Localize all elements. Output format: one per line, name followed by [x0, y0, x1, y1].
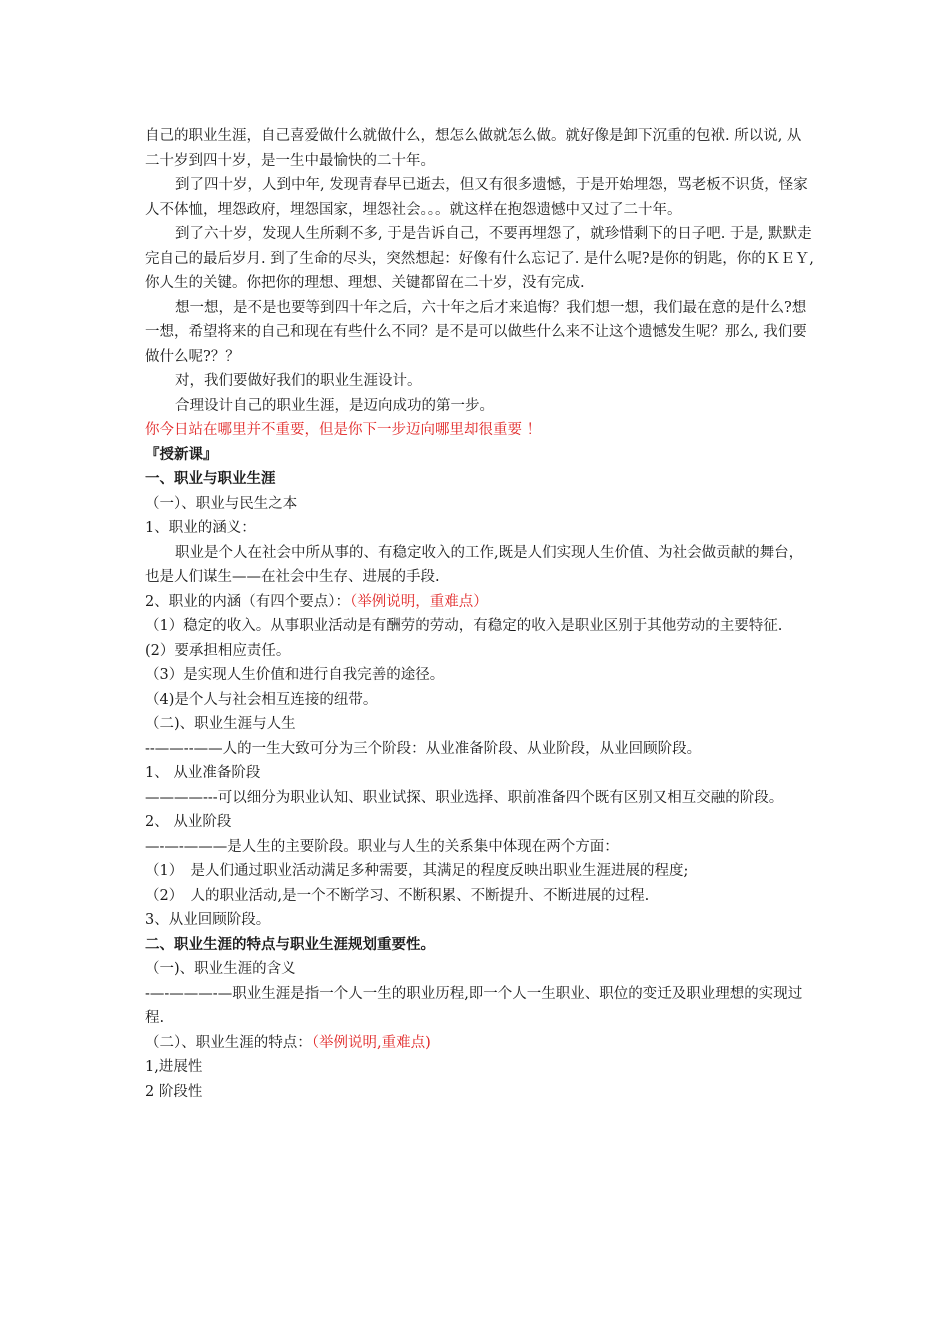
point-link-society: （4)是个人与社会相互连接的纽带。: [145, 691, 378, 708]
paragraph-career-design: 对，我们要做好我们的职业生涯设计。: [175, 373, 422, 389]
subheading-features: [145, 1031, 815, 1056]
stage-review-title: 3、从业回顾阶段。: [145, 912, 271, 928]
heading-career-and-career-life: 一、职业与职业生涯: [145, 470, 276, 487]
stage-employment-desc: —-—-———是人生的主要阶段。职业与人生的关系集中体现在两个方面：: [145, 838, 619, 855]
stage-preparation-desc: ————---可以细分为职业认知、职业试探、职业选择、职前准备四个既有区别又相互交融的阶段。: [145, 789, 784, 806]
highlight-quote: 你今日站在哪里并不重要，但是你下一步迈向哪里却很重要 ！: [145, 422, 542, 438]
employment-aspect-1: （1） 是人们通过职业活动满足多种需要，其满足的程度反映出职业生涯进展的程度;: [145, 863, 689, 879]
paragraph-definition: 职业是个人在社会中所从事的、有稳定收入的工作,既是人们实现人生价值、为社会做贡献的舞台，也是人们谋生——在社会中生存、进展的手段.: [145, 544, 804, 585]
employment-aspect-2: （2） 人的职业活动,是一个不断学习、不断积累、不断提升、不断进展的过程.: [145, 887, 650, 904]
feature-progressive: 1,进展性: [145, 1059, 203, 1075]
paragraph-career-freedom: 自己的职业生涯，自己喜爱做什么就做什么，想怎么做就怎么做。就好像是卸下沉重的包袱. 所以说, 从二十岁到四十岁，是一生中最愉快的二十年。: [145, 128, 802, 169]
stage-employment-title: 2、 从业阶段: [145, 814, 232, 830]
paragraph-meaning: -—-———-—职业生涯是指一个人一生的职业历程,即一个人一生职业、职位的变迁及职业理想的实现过程.: [145, 985, 803, 1026]
paragraph-age-sixty: 到了六十岁，发现人生所剩不多, 于是告诉自己，不要再埋怨了，就珍惜剩下的日子吧. 于是, 默默走完自己的最后岁月. 到了生命的尽头，突然想起：好像有什么忘记了. 是什么呢?是你的钥匙，你的ＫＥＹ, 你人生的关键。你把你的理想、理想、关键都留在二十岁，没有完成.: [145, 226, 814, 291]
paragraph-three-stages: --——--——人的一生大致可分为三个阶段：从业准备阶段、从业阶段，从业回顾阶段。: [145, 740, 702, 757]
subheading-livelihood: （一）、职业与民生之本: [145, 495, 298, 512]
stage-preparation-title: 1、 从业准备阶段: [145, 765, 261, 781]
heading-features-importance: 二、职业生涯的特点与职业生涯规划重要性。: [145, 935, 435, 953]
point-stable-income: （1）稳定的收入。从事职业活动是有酬劳的劳动，有稳定的收入是职业区别于其他劳动的主要特征.: [145, 618, 783, 634]
features-text: （二）、职业生涯的特点：: [145, 1034, 312, 1051]
paragraph-first-step: 合理设计自己的职业生涯，是迈向成功的第一步。: [175, 397, 494, 414]
features-note: （举例说明,重难点): [311, 1034, 431, 1051]
item-connotation-title: [145, 590, 815, 615]
subheading-career-and-life: （二)、职业生涯与人生: [145, 716, 296, 732]
subheading-meaning: （一)、职业生涯的含义: [145, 961, 296, 977]
document-page: [145, 124, 815, 1104]
section-marker-new-lesson: 『授新课』: [145, 445, 218, 463]
feature-staged: 2 阶段性: [145, 1083, 203, 1100]
paragraph-age-forty: 到了四十岁，人到中年, 发现青春早已逝去，但又有很多遗憾，于是开始埋怨，骂老板不识货，怪家人不体恤，埋怨政府，埋怨国家，埋怨社会。。。就这样在抱怨遗憾中又过了二十年。: [145, 177, 808, 218]
item-definition-title: 1、职业的涵义：: [145, 520, 256, 536]
paragraph-reflection: 想一想，是不是也要等到四十年之后，六十年之后才来追悔？我们想一想，我们最在意的是什么?想一想，希望将来的自己和现在有些什么不同？是不是可以做些什么来不让这个遗憾发生呢？那么, 我们要做什么呢?？？: [145, 299, 807, 365]
point-responsibility: (2）要承担相应责任。: [145, 642, 291, 659]
point-life-value: （3）是实现人生价值和进行自我完善的途径。: [145, 667, 445, 683]
connotation-note: （举例说明，重难点）: [349, 593, 488, 610]
connotation-text: 2、职业的内涵（有四个要点）：: [145, 593, 350, 610]
